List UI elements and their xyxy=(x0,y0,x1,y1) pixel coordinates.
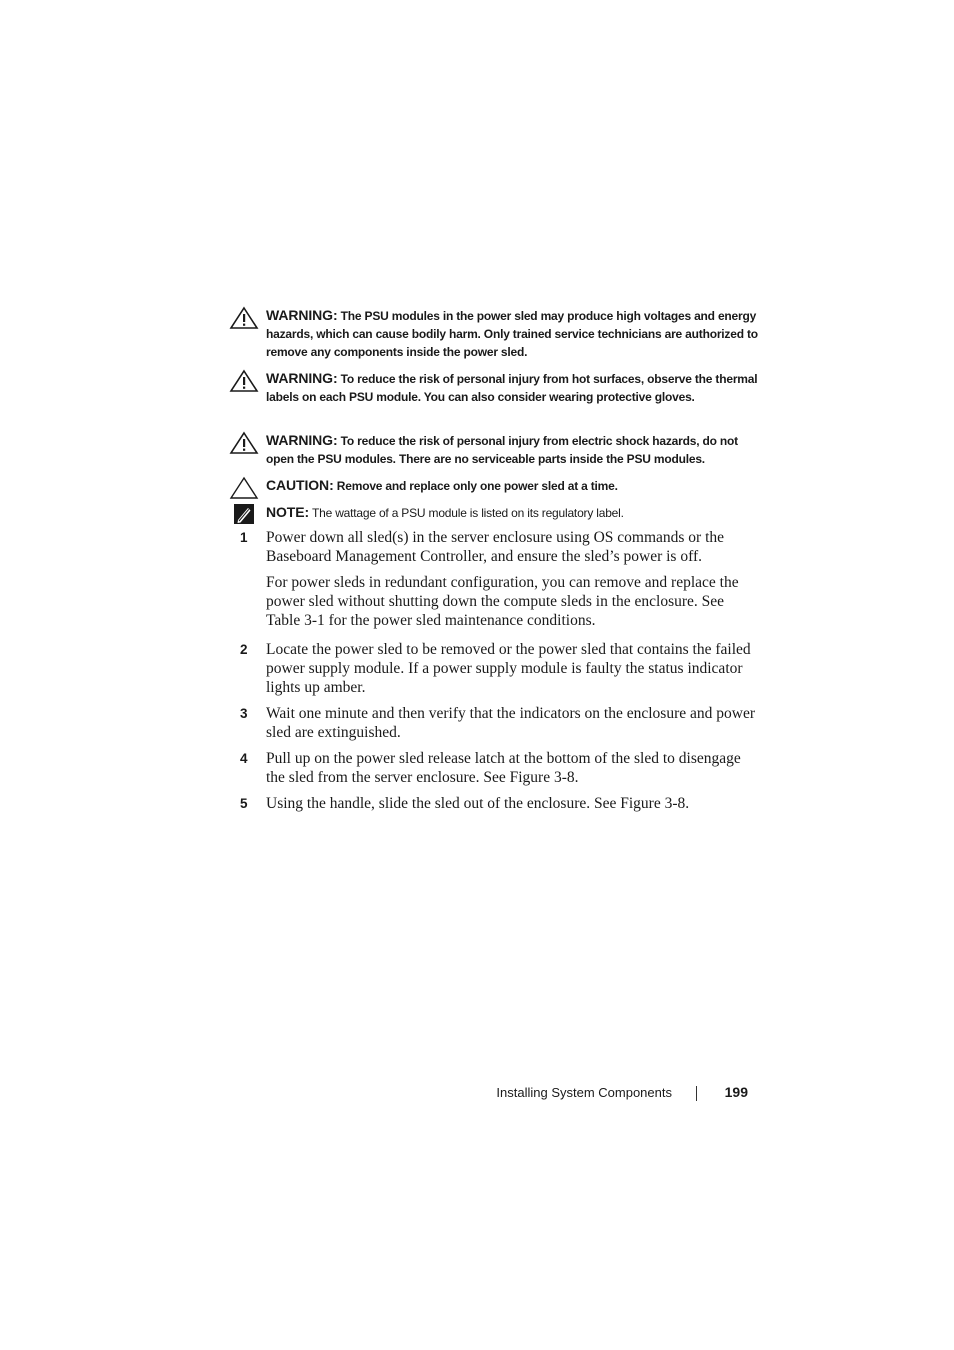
notice-text: The wattage of a PSU module is listed on its regulatory label. xyxy=(311,506,624,520)
warning-notice-psu-voltage xyxy=(229,306,759,361)
footer-divider xyxy=(696,1086,697,1101)
notice-text: Remove and replace only one power sled at a time. xyxy=(336,479,618,493)
caution-notice xyxy=(229,476,759,495)
notice-label: CAUTION: xyxy=(266,477,334,493)
page-footer xyxy=(420,1083,750,1103)
note-notice xyxy=(229,503,759,522)
notice-text: To reduce the risk of personal injury from hot surfaces, observe the thermal labels on each PSU module. You can also consider wearing protective gloves. xyxy=(266,372,758,404)
note-pencil-icon xyxy=(229,503,259,527)
step-number: 2 xyxy=(240,642,248,657)
warning-triangle-icon xyxy=(229,369,259,393)
warning-notice-hot-surfaces xyxy=(229,369,759,406)
step-text: Wait one minute and then verify that the indicators on the enclosure and power sled are extinguished. xyxy=(266,705,755,741)
step-text: Using the handle, slide the sled out of the enclosure. See Figure 3-8. xyxy=(266,795,690,812)
notice-label: WARNING: xyxy=(266,307,338,323)
notice-text: To reduce the risk of personal injury from electric shock hazards, do not open the PSU modules. There are no serviceable parts inside the PSU modules. xyxy=(266,434,738,466)
step-number: 3 xyxy=(240,706,248,721)
warning-triangle-icon xyxy=(229,431,259,455)
warning-notice-electric-shock xyxy=(229,431,759,468)
notice-label: NOTE: xyxy=(266,504,310,520)
step-3 xyxy=(240,704,760,742)
step-4 xyxy=(240,749,760,787)
step-text: Power down all sled(s) in the server enclosure using OS commands or the Baseboard Management Controller, and ensure the sled’s power is off. xyxy=(266,529,725,565)
caution-triangle-icon xyxy=(229,476,259,500)
notice-label: WARNING: xyxy=(266,370,338,386)
step-1 xyxy=(240,528,760,630)
step-extra-text: For power sleds in redundant configuration, you can remove and replace the power sled without shutting down the compute sleds in the enclosure. See Table 3-1 for the power sled maintenance conditions. xyxy=(266,574,739,629)
step-number: 1 xyxy=(240,530,248,545)
warning-triangle-icon xyxy=(229,306,259,330)
notice-text: The PSU modules in the power sled may produce high voltages and energy hazards, which can cause bodily harm. Only trained service technicians are authorized to remove any components inside the power sled. xyxy=(266,309,758,359)
step-text: Pull up on the power sled release latch at the bottom of the sled to disengage the sled from the server enclosure. See Figure 3-8. xyxy=(266,750,741,786)
notice-label: WARNING: xyxy=(266,432,338,448)
footer-section-title: Installing System Components xyxy=(496,1085,672,1100)
step-number: 4 xyxy=(240,751,248,766)
page-number: 199 xyxy=(724,1084,748,1100)
step-text: Locate the power sled to be removed or the power sled that contains the failed power supply module. If a power supply module is faulty the status indicator lights up amber. xyxy=(266,641,751,696)
step-number: 5 xyxy=(240,796,248,811)
step-2 xyxy=(240,640,760,697)
step-5 xyxy=(240,794,760,813)
